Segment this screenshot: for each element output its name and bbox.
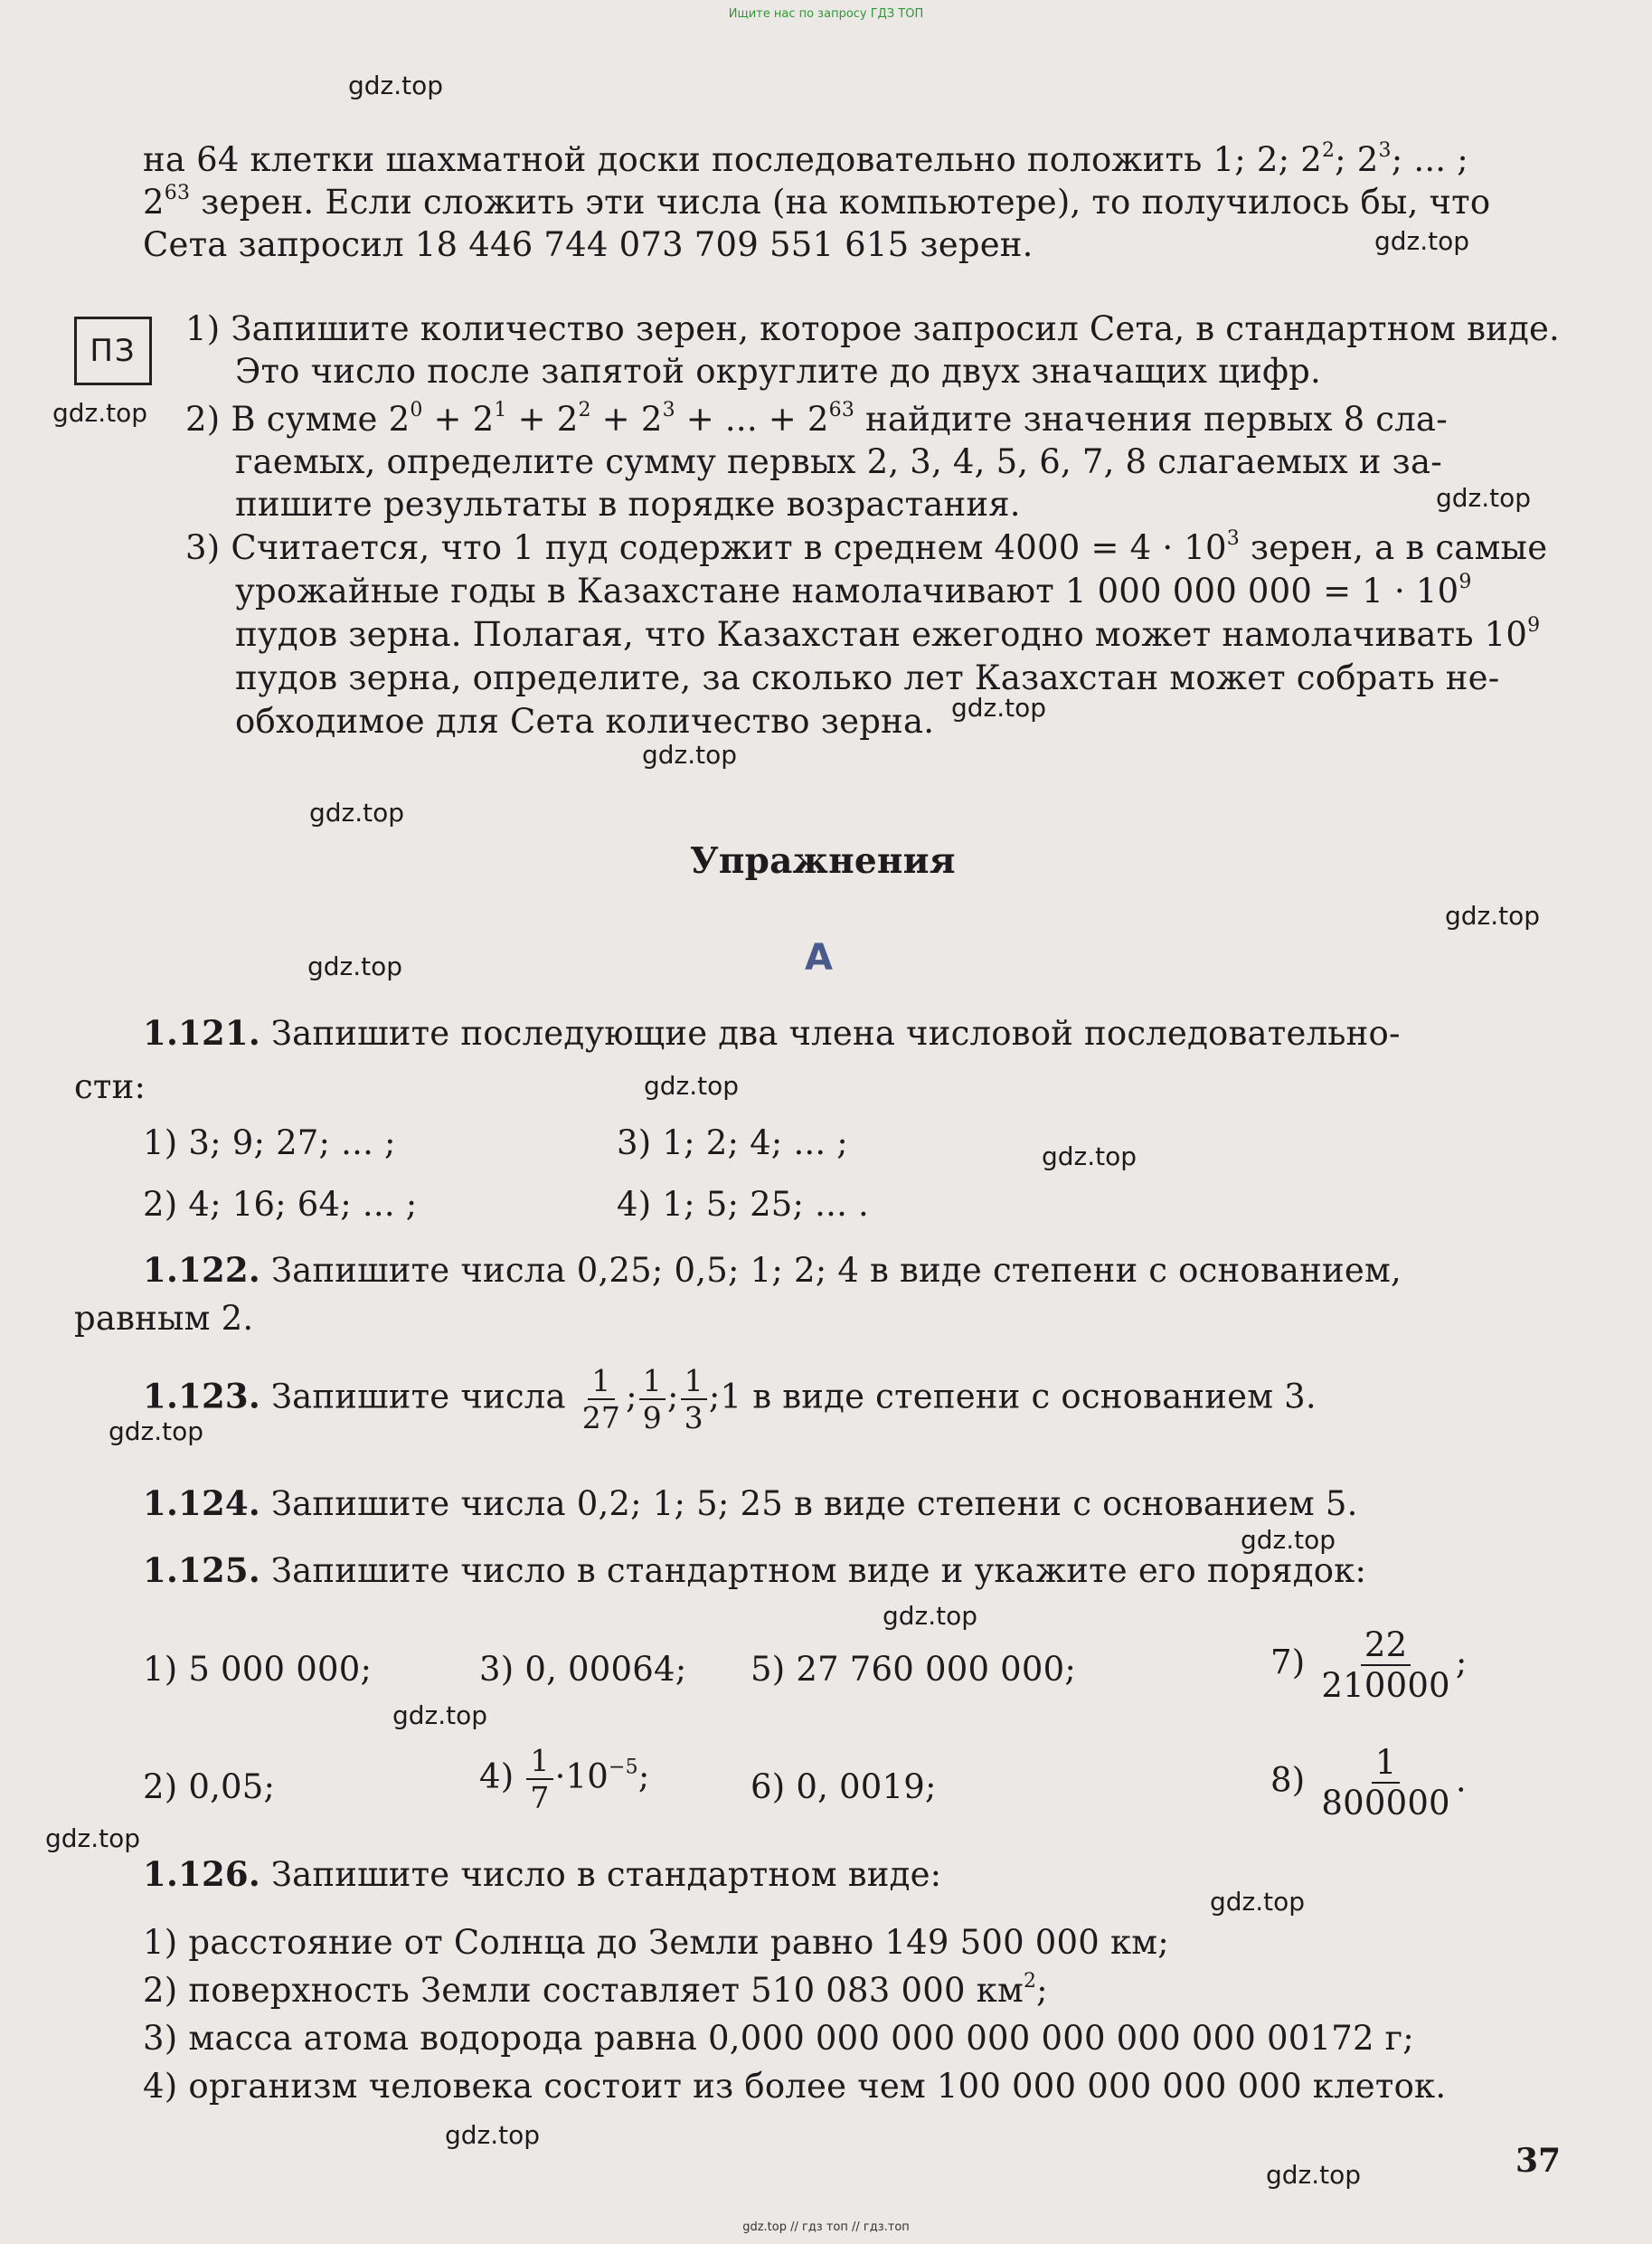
pz-task-3c: пудов зерна. Полагая, что Казахстан ежегодно может намолачивать $10^9$ <box>235 614 1541 654</box>
watermark: gdz.top <box>1374 226 1470 256</box>
pz-task-3e: обходимое для Сета количество зерна. <box>235 702 935 741</box>
fraction-1-9: $\frac{1}{9}$ <box>639 1366 666 1433</box>
watermark: gdz.top <box>307 952 403 981</box>
page-number: 37 <box>1515 2142 1562 2180</box>
pz-task-2b: гаемых, определите сумму первых 2, 3, 4, 5, 6, 7, 8 слагаемых и за- <box>235 442 1442 481</box>
exercise-1-126: 1.126. Запишите число в стандартном виде: <box>143 1854 942 1894</box>
fraction-1-3: $\frac{1}{3}$ <box>681 1366 707 1433</box>
exercise-1-124: 1.124. Запишите числа 0,2; 1; 5; 25 в виде степени с основанием 5. <box>143 1483 1358 1523</box>
watermark: gdz.top <box>348 71 444 100</box>
ex125-item-5: 5) 27 760 000 000; <box>750 1650 1077 1689</box>
exercise-1-121-cont: сти: <box>74 1067 146 1106</box>
watermark: gdz.top <box>392 1700 488 1730</box>
pz-task-2c: пишите результаты в порядке возрастания. <box>235 485 1021 524</box>
pz-task-1b: Это число после запятой округлите до двух значащих цифр. <box>235 352 1321 391</box>
watermark: gdz.top <box>1436 483 1532 513</box>
section-letter: А <box>805 937 833 979</box>
ex125-item-2: 2) 0,05; <box>143 1767 276 1806</box>
watermark: gdz.top <box>45 1823 141 1853</box>
fraction-1-800000: $\frac{1}{800000}$ <box>1321 1743 1450 1823</box>
watermark: gdz.top <box>883 1601 978 1631</box>
watermark: gdz.top <box>52 398 148 428</box>
pz-task-1a: 1) Запишите количество зерен, которое запросил Сета, в стандартном виде. <box>185 309 1561 348</box>
ex125-item-3: 3) 0, 00064; <box>479 1650 687 1689</box>
ex121-item-3: 3) 1; 2; 4; ... ; <box>617 1123 848 1162</box>
watermark: gdz.top <box>445 2120 541 2150</box>
watermark: gdz.top <box>644 1071 740 1101</box>
pz-task-3d: пудов зерна, определите, за сколько лет Казахстан может собрать не- <box>235 658 1500 697</box>
exercise-1-122-cont: равным 2. <box>74 1299 254 1338</box>
ex125-item-4: 4) $\frac{1}{7}$ $\cdot 10^{-5}$; <box>479 1743 650 1815</box>
watermark: gdz.top <box>1266 2160 1362 2190</box>
watermark: gdz.top <box>1042 1141 1138 1171</box>
intro-line-2: $2^{63}$ зерен. Если сложить эти числа (на компьютере), то получилось бы, что <box>143 182 1491 222</box>
bottom-banner: gdz.top // гдз топ // гдз.топ <box>742 2220 910 2234</box>
watermark: gdz.top <box>1241 1525 1336 1555</box>
ex125-item-6: 6) 0, 0019; <box>750 1767 937 1806</box>
section-title: Упражнения <box>690 840 956 882</box>
ex121-item-4: 4) 1; 5; 25; ... . <box>617 1185 869 1224</box>
watermark: gdz.top <box>642 740 738 770</box>
intro-line-3: Сета запросил 18 446 744 073 709 551 615 зерен. <box>143 225 1034 264</box>
watermark: gdz.top <box>951 693 1047 723</box>
ex121-item-2: 2) 4; 16; 64; ... ; <box>143 1185 418 1224</box>
exercise-1-121: 1.121. Запишите последующие два члена числовой последовательно- <box>143 1013 1401 1053</box>
ex126-item-3: 3) масса атома водорода равна 0,000 000 000 000 000 000 000 00172 г; <box>143 2019 1414 2058</box>
fraction-22-210000: $\frac{22}{210000}$ <box>1321 1625 1450 1705</box>
pz-task-3b: урожайные годы в Казахстане намолачивают 1 000 000 $000 = 1 \cdot 10^9$ <box>235 571 1472 611</box>
pz-task-3a: 3) Считается, что 1 пуд содержит в среднем $4000 = 4 \cdot 10^3$ зерен, а в самые <box>185 527 1548 567</box>
watermark: gdz.top <box>309 798 405 828</box>
exercise-1-122: 1.122. Запишите числа 0,25; 0,5; 1; 2; 4 в виде степени с основанием, <box>143 1250 1402 1290</box>
watermark: gdz.top <box>1210 1887 1306 1917</box>
ex125-item-7: 7) $\frac{22}{210000}$ ; <box>1270 1625 1468 1705</box>
ex126-item-1: 1) расстояние от Солнца до Земли равно 149 500 000 км; <box>143 1923 1169 1962</box>
fraction-1-7: $\frac{1}{7}$ <box>526 1746 552 1813</box>
exercise-1-123: 1.123. Запишите числа $\frac{1}{27}$ ; $\frac{1}{9}$ ; $\frac{1}{3}$ ;1 в виде степени с основанием 3. <box>143 1363 1317 1435</box>
ex121-item-1: 1) 3; 9; 27; ... ; <box>143 1123 396 1162</box>
ex126-item-2: 2) поверхность Земли составляет 510 083 000 $км^2$; <box>143 1970 1048 2010</box>
watermark: gdz.top <box>109 1416 204 1446</box>
intro-line-1: на 64 клетки шахматной доски последовательно положить 1; 2; $2^2$; $2^3$; ... ; <box>143 139 1468 179</box>
watermark: gdz.top <box>1445 901 1541 931</box>
ex126-item-4: 4) организм человека состоит из более чем 100 000 000 000 000 клеток. <box>143 2067 1447 2106</box>
top-banner: Ищите нас по запросу ГДЗ ТОП <box>728 7 924 21</box>
pz-task-2a: 2) В сумме $2^0 + 2^1 + 2^2 + 2^3$ + ... + $2^{63}$ найдите значения первых 8 сла- <box>185 399 1448 439</box>
exercise-1-125: 1.125. Запишите число в стандартном виде и укажите его порядок: <box>143 1550 1367 1590</box>
pz-badge: ПЗ <box>74 317 152 385</box>
ex125-item-1: 1) 5 000 000; <box>143 1650 373 1689</box>
fraction-1-27: $\frac{1}{27}$ <box>581 1363 621 1435</box>
ex125-item-8: 8) $\frac{1}{800000}$ . <box>1270 1743 1467 1823</box>
